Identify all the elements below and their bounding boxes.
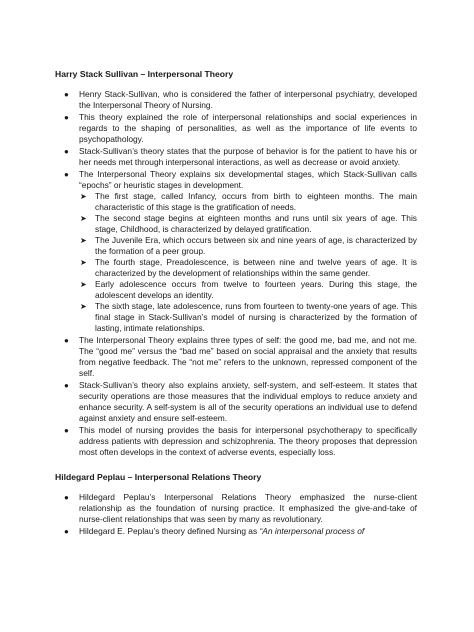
arrow-bullet-icon: ➤	[80, 258, 87, 267]
list-item: ● The Interpersonal Theory explains six developmental stages, which Stack-Sullivan calls “epochs” or heuristic stages in development. ➤ The first stage, called Infancy, occurs from birth to eighteen months. The main characteristic of this stage is the gratification of needs. ➤ The second stage begins at eighteen months and runs until six years of age. This stage, Childhood, is characterized by delayed gratification. ➤ The Juvenile Era, which occurs between six and nine years of age, is characterized by the formation of a peer group. ➤ The fourth stage, Preadolescence, is between nine and twelve years of age. It is characterized by the development of relationships within the same gender. ➤ Early adolescence occurs from twelve to fourteen years. During this stage, the adolescent develops an identity. ➤ The sixth stage, late adolescence, runs from fourteen to twenty-one years of age. This final stage in Stack-Sullivan’s model of nursing is characterized by the formation of lasting, intimate relationships.	[64, 169, 417, 333]
sub-list-item: ➤ The first stage, called Infancy, occurs from birth to eighteen months. The main characteristic of this stage is the gratification of needs.	[80, 191, 417, 212]
list-item: ● The Interpersonal Theory explains three types of self: the good me, bad me, and not me. The “good me” versus the “bad me” based on social appraisal and the anxiety that results from negative feedback. The “not me” refers to the unknown, repressed component of the self.	[64, 335, 417, 378]
arrow-bullet-icon: ➤	[80, 236, 87, 245]
arrow-bullet-icon: ➤	[80, 214, 87, 223]
list-item: ● Henry Stack-Sullivan, who is considered the father of interpersonal psychiatry, developed the Interpersonal Theory of Nursing.	[64, 89, 417, 110]
list-item: ● Hildegard Peplau’s Interpersonal Relations Theory emphasized the nurse-client relationship as the foundation of nursing practice. It emphasized the give-and-take of nurse-client relationships that was seen by many as revolutionary.	[64, 492, 417, 524]
nursing-definition-quote: “An interpersonal process of	[259, 526, 365, 536]
bullet-icon: ●	[64, 527, 69, 536]
list-item: ● Stack-Sullivan’s theory states that the purpose of behavior is for the patient to have his or her needs met through interpersonal interactions, as well as decrease or avoid anxiety.	[64, 146, 417, 167]
sullivan-bullet-list	[55, 89, 417, 458]
stages-sub-list	[79, 191, 417, 334]
sub-list-item: ➤ Early adolescence occurs from twelve to fourteen years. During this stage, the adolescent develops an identity.	[80, 279, 417, 300]
sub-list-item: ➤ The Juvenile Era, which occurs between six and nine years of age, is characterized by the formation of a peer group.	[80, 235, 417, 256]
list-item: ● This model of nursing provides the basis for interpersonal psychotherapy to specifically address patients with depression and schizophrenia. The theory proposes that depression most often develops in the context of adverse events, especially loss.	[64, 425, 417, 457]
bullet-icon: ●	[64, 493, 69, 502]
bullet-icon: ●	[64, 336, 69, 345]
sub-list-item: ➤ The fourth stage, Preadolescence, is between nine and twelve years of age. It is characterized by the development of relationships within the same gender.	[80, 257, 417, 278]
list-item: ● Stack-Sullivan’s theory also explains anxiety, self-system, and self-esteem. It states that security operations are those measures that the individual employs to reduce anxiety and enhance security. A self-system is all of the security operations an individual use to defend against anxiety and ensure self-esteem.	[64, 380, 417, 423]
sub-list-item: ➤ The second stage begins at eighteen months and runs until six years of age. This stage, Childhood, is characterized by delayed gratification.	[80, 213, 417, 234]
section-heading-sullivan: Harry Stack Sullivan – Interpersonal Theory	[55, 69, 234, 79]
bullet-icon: ●	[64, 381, 69, 390]
arrow-bullet-icon: ➤	[80, 280, 87, 289]
arrow-bullet-icon: ➤	[80, 192, 87, 201]
list-item: ● Hildegard E. Peplau’s theory defined Nursing as “An interpersonal process of	[64, 526, 365, 536]
bullet-icon: ●	[64, 90, 69, 99]
peplau-bullet-list	[55, 492, 417, 537]
section-heading-peplau: Hildegard Peplau – Interpersonal Relations Theory	[55, 472, 262, 482]
bullet-icon: ●	[64, 426, 69, 435]
arrow-bullet-icon: ➤	[80, 302, 87, 311]
sub-list-item: ➤ The sixth stage, late adolescence, runs from fourteen to twenty-one years of age. This final stage in Stack-Sullivan’s model of nursing is characterized by the formation of lasting, intimate relationships.	[80, 301, 417, 333]
bullet-icon: ●	[64, 147, 69, 156]
bullet-icon: ●	[64, 113, 69, 122]
bullet-icon: ●	[64, 170, 69, 179]
list-item: ● This theory explained the role of interpersonal relationships and social experiences in regards to the shaping of personalities, as well as the importance of life events to psychopathology.	[64, 112, 417, 144]
